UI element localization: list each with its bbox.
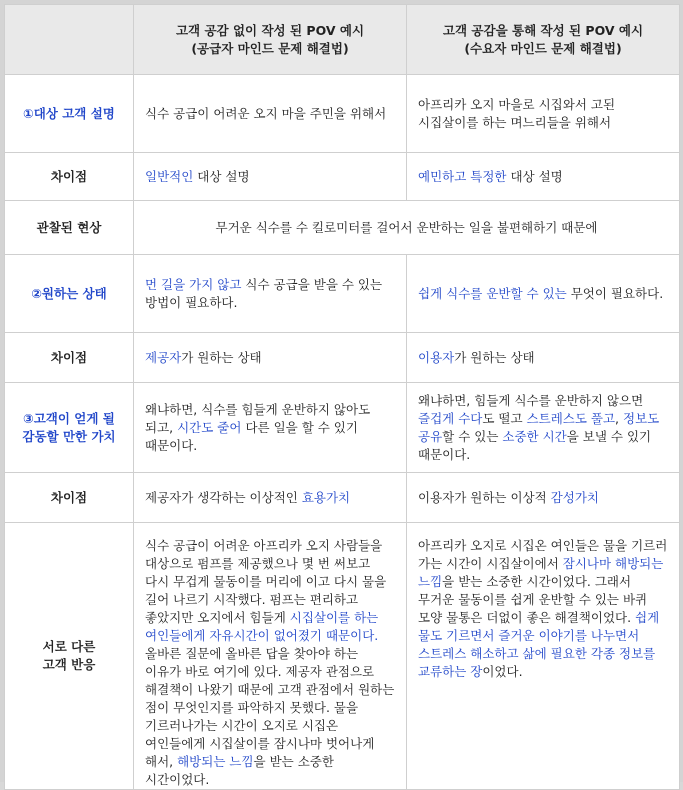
row-label [5, 473, 134, 523]
cell-with-empathy-highlight: 감성가치 [550, 489, 599, 505]
header-col-without-empathy-line: (공급자 마인드 문제 해결법) [191, 40, 349, 56]
row-label [5, 153, 134, 201]
row-label [5, 333, 134, 383]
row-label-line: 차이점 [50, 168, 88, 184]
cell-with-empathy-highlight: 즐겁게 수다 [418, 410, 483, 426]
cell-with-empathy-highlight: 잠시나마 해방되는 느낌 [418, 556, 664, 589]
cell-with-empathy-text: 을 받는 소중한 시간이었다. 그래서 무거운 물동이를 쉽게 운반할 수 있는 바퀴 모양 물통은 더없이 좋은 해결책이었다. [418, 574, 648, 625]
cell-without-empathy-text: 을 받는 소중한 시간이었다. [145, 754, 334, 787]
cell-with-empathy-highlight: 소중한 시간 [502, 428, 567, 444]
cell-without-empathy-highlight: 제공자 [145, 349, 182, 365]
table-row [5, 201, 680, 255]
merged-observation-cell [134, 201, 680, 255]
cell-with-empathy [407, 75, 680, 153]
cell-without-empathy [134, 153, 407, 201]
table-row [5, 523, 680, 790]
pov-comparison-table [4, 4, 680, 790]
header-col-with-empathy-line: (수요자 마인드 문제 해결법) [464, 40, 622, 56]
cell-without-empathy [134, 75, 407, 153]
cell-with-empathy-text: 아프리카 오지로 시집온 여인들은 물을 기르러 가는 시간이 시집살이에서 [418, 538, 668, 571]
row-label-line: ③고객이 얻게 될 [23, 410, 115, 426]
row-label-line: 차이점 [50, 349, 88, 365]
cell-without-empathy [134, 473, 407, 523]
cell-with-empathy [407, 473, 680, 523]
row-label-line: 감동할 만한 가치 [22, 428, 116, 444]
cell-without-empathy-highlight: 먼 길을 가지 않고 [145, 276, 242, 292]
row-label-line: ②원하는 상태 [31, 285, 107, 301]
observation-text: 무거운 식수를 수 킬로미터를 걸어서 운반하는 일을 불편해하기 때문에 [215, 219, 598, 235]
table-row [5, 75, 680, 153]
cell-with-empathy [407, 383, 680, 473]
cell-with-empathy [407, 255, 680, 333]
cell-without-empathy-text: 왜냐하면, 식수를 힘들게 운반하지 않아도 되고, [145, 401, 371, 435]
table-row [5, 383, 680, 473]
header-col-without-empathy-line: 고객 공감 없이 작성 된 POV 예시 [175, 22, 365, 38]
row-label [5, 383, 134, 473]
cell-with-empathy-text: 대상 설명 [506, 168, 563, 184]
row-label [5, 255, 134, 333]
cell-without-empathy-highlight: 일반적인 [145, 168, 194, 184]
cell-with-empathy-text: 이용자가 원하는 이상적 [418, 489, 551, 505]
cell-with-empathy-highlight: 쉽게 물도 기르면서 즐거운 이야기를 나누면서 스트레스 해소하고 삶에 필요한 각종 정보를 교류하는 장 [418, 610, 660, 679]
cell-with-empathy-text: 왜냐하면, 힘들게 식수를 운반하지 않으면 [418, 392, 644, 408]
cell-without-empathy-text: 대상 설명 [193, 168, 250, 184]
cell-without-empathy-highlight: 시간도 줄어 [177, 419, 242, 435]
cell-without-empathy-text: 올바른 질문에 올바른 답을 찾아야 하는 이유가 바로 여기에 있다. 제공자 관점으로 해결책이 나왔기 때문에 고객 관점에서 원하는 점이 무엇인지를 파악하지 못했다. 물을 기르러나가는 시간이 오지로 시집온 여인들에게 시집살이를 잠시나마 벗어나게 해서, [145, 646, 395, 769]
table-row [5, 153, 680, 201]
row-label-line: 고객 반응 [42, 657, 96, 672]
cell-without-empathy-text: 식수 공급이 어려운 아프리카 오지 사람들을 대상으로 펌프를 제공했으나 몇 번 써보고 다시 무겁게 물동이를 머리에 이고 다시 물을 길어 나르기 시작했다. 펌프는 편리하고 좋았지만 오지에서 힘들게 [145, 538, 387, 625]
cell-without-empathy-text: 다른 일을 할 수 있기 때문이다. [145, 419, 358, 453]
cell-with-empathy-highlight: 스트레스도 풀고 [526, 410, 616, 426]
header-col-with-empathy-line: 고객 공감을 통해 작성 된 POV 예시 [442, 22, 644, 38]
row-label-line: ①대상 고객 설명 [23, 105, 115, 121]
header-col-without-empathy [134, 5, 407, 75]
cell-without-empathy-highlight: 효용가치 [301, 489, 351, 505]
cell-without-empathy-text: 가 원하는 상태 [181, 349, 262, 365]
cell-without-empathy [134, 523, 407, 790]
row-label-line: 서로 다른 [42, 639, 96, 654]
cell-without-empathy [134, 383, 407, 473]
row-label [5, 523, 134, 790]
cell-with-empathy-text: 을 보낼 수 있기 때문이다. [418, 428, 652, 462]
row-label-line: 관찰된 현상 [36, 219, 102, 235]
cell-with-empathy-text: 할 수 있는 [442, 428, 503, 444]
cell-with-empathy-text: , [615, 410, 623, 426]
cell-without-empathy-highlight: 해방되는 느낌 [177, 754, 254, 769]
cell-with-empathy [407, 153, 680, 201]
cell-with-empathy-text: 도 떨고 [482, 410, 527, 426]
cell-without-empathy-text: 식수 공급을 받을 수 있는 방법이 필요하다. [145, 276, 383, 310]
cell-without-empathy [134, 255, 407, 333]
cell-with-empathy-text: 가 원하는 상태 [454, 349, 535, 365]
cell-with-empathy-highlight: 쉽게 식수를 운반할 수 있는 [418, 285, 567, 301]
table-row [5, 473, 680, 523]
cell-with-empathy-text: 아프리카 오지 마을로 시집와서 고된 시집살이를 하는 며느리들을 위해서 [418, 96, 616, 130]
cell-with-empathy [407, 523, 680, 790]
row-label-line: 차이점 [50, 489, 88, 505]
cell-with-empathy-highlight: 예민하고 특정한 [418, 168, 507, 184]
cell-with-empathy-text: 무엇이 필요하다. [566, 285, 664, 301]
row-label [5, 75, 134, 153]
header-empty-cell [5, 5, 134, 75]
cell-with-empathy-highlight: 이용자 [418, 349, 455, 365]
table-row [5, 333, 680, 383]
cell-without-empathy-highlight: 시집살이를 하는 여인들에게 자유시간이 없어졌기 때문이다. [145, 610, 379, 643]
cell-with-empathy-highlight: 정보도 공유 [418, 410, 660, 444]
row-label [5, 201, 134, 255]
table-row [5, 255, 680, 333]
cell-without-empathy-text: 식수 공급이 어려운 오지 마을 주민을 위해서 [145, 105, 387, 121]
cell-with-empathy [407, 333, 680, 383]
cell-without-empathy-text: 제공자가 생각하는 이상적인 [145, 489, 302, 505]
header-col-with-empathy [407, 5, 680, 75]
cell-without-empathy [134, 333, 407, 383]
header-row [5, 5, 680, 75]
cell-with-empathy-text: 이었다. [482, 664, 523, 679]
